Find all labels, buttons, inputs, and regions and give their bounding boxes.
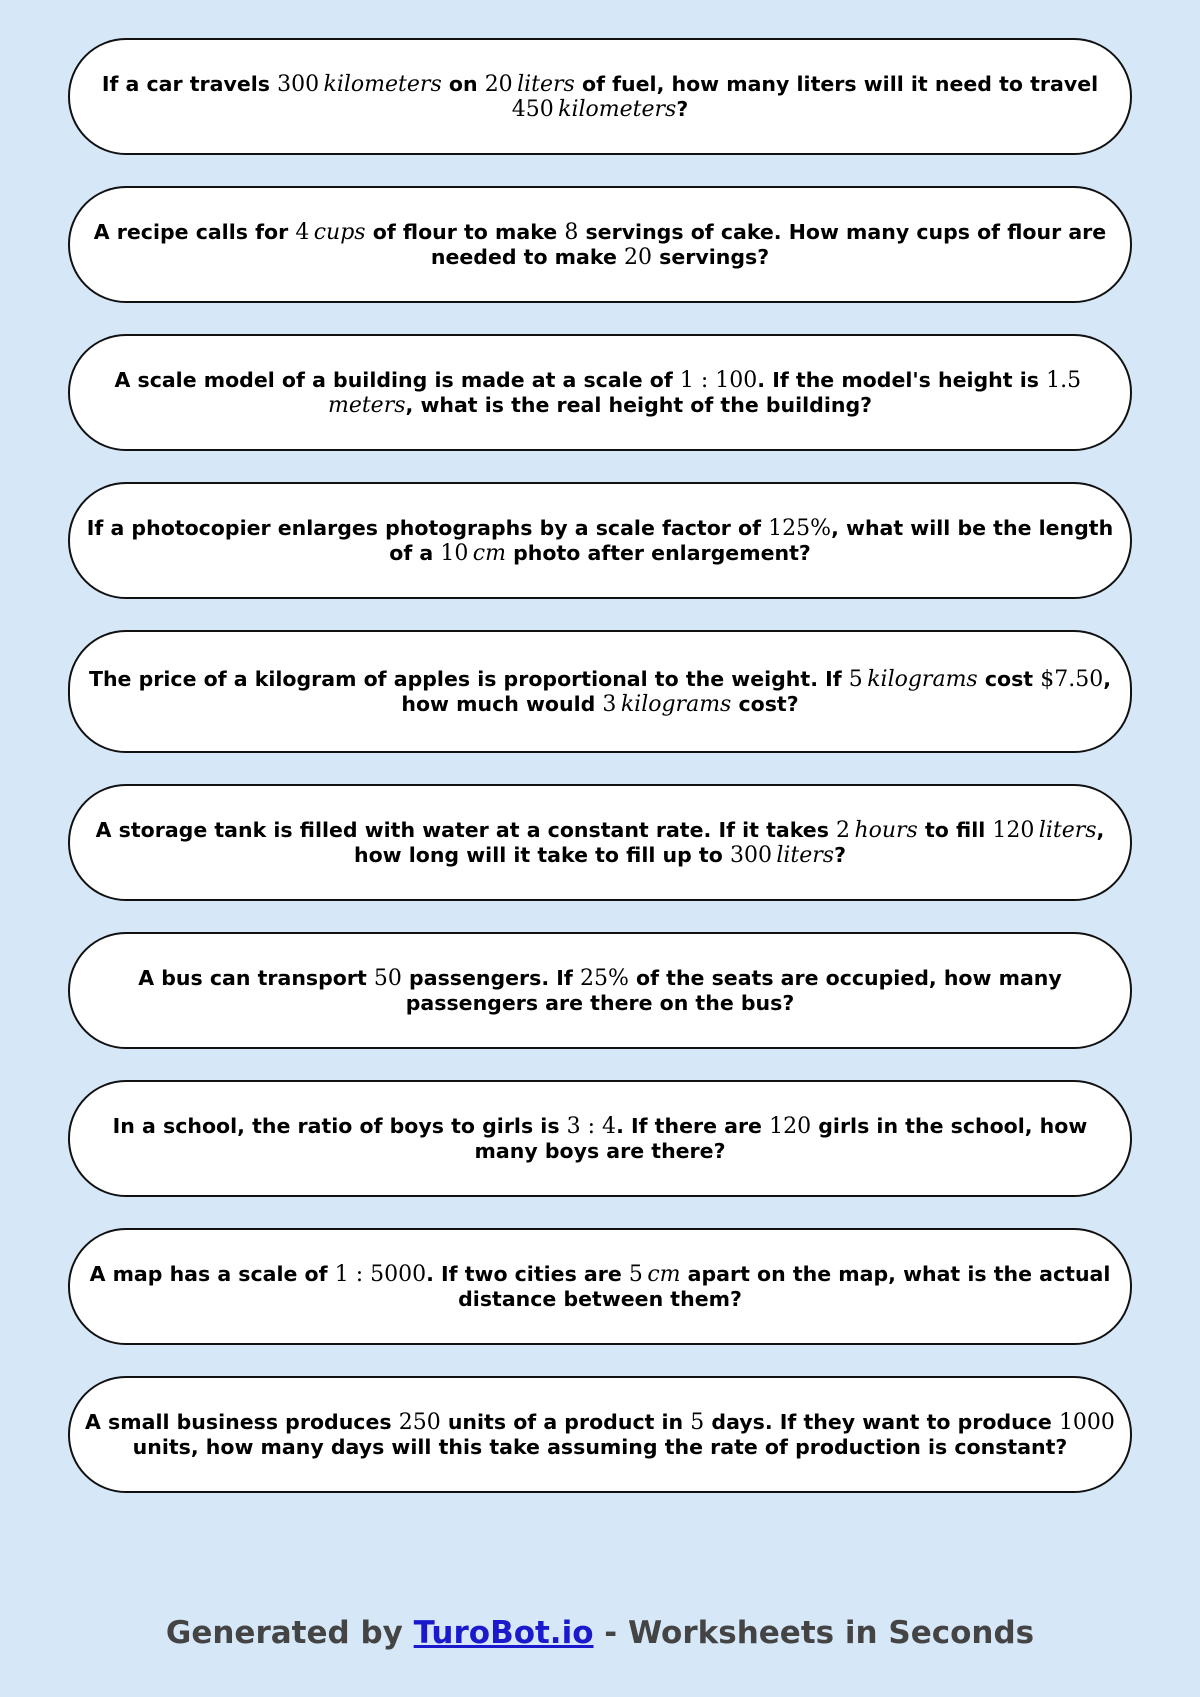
math-value: 120 bbox=[992, 817, 1035, 843]
question-text bbox=[84, 966, 1116, 1016]
footer-suffix: - Worksheets in Seconds bbox=[593, 1615, 1035, 1651]
math-expression bbox=[1040, 667, 1103, 692]
math-expression bbox=[690, 1410, 704, 1435]
math-value: 1 : 5000 bbox=[334, 1261, 427, 1287]
math-unit: cups bbox=[313, 219, 366, 245]
math-value: 25% bbox=[579, 965, 629, 991]
math-expression bbox=[629, 1262, 681, 1287]
question-text-segment: . If the model's height is bbox=[757, 367, 1047, 392]
math-value: 2 bbox=[836, 817, 851, 843]
question-text bbox=[84, 72, 1116, 122]
math-value: 300 bbox=[729, 842, 772, 868]
math-unit: liters bbox=[1038, 817, 1097, 843]
question-card bbox=[68, 1080, 1132, 1197]
question-text-segment: A map has a scale of bbox=[89, 1261, 335, 1286]
math-value: 450 bbox=[511, 96, 554, 122]
question-text-segment: , what will be the length of a bbox=[389, 515, 1114, 565]
question-text-segment: , how long will it take to fill up to bbox=[353, 817, 1105, 867]
math-unit: meters bbox=[327, 392, 406, 418]
question-text-segment: The price of a kilogram of apples is proportional to the weight. If bbox=[88, 666, 849, 691]
question-text bbox=[84, 516, 1116, 566]
math-unit: kilometers bbox=[558, 96, 677, 122]
question-text-segment: passengers. If bbox=[401, 965, 580, 990]
math-expression bbox=[485, 72, 575, 97]
math-value: 1.5 bbox=[1046, 367, 1082, 393]
question-text-segment: A scale model of a building is made at a scale of bbox=[114, 367, 680, 392]
question-text-segment: In a school, the ratio of boys to girls is bbox=[112, 1113, 567, 1138]
question-card bbox=[68, 334, 1132, 451]
math-value: 3 bbox=[602, 691, 617, 717]
math-value: 4 bbox=[295, 219, 310, 245]
question-text bbox=[84, 1262, 1116, 1312]
math-value: 50 bbox=[373, 965, 402, 991]
math-value: 300 bbox=[277, 71, 320, 97]
question-text-segment: A bus can transport bbox=[138, 965, 374, 990]
math-expression bbox=[1059, 1410, 1115, 1435]
math-expression bbox=[512, 97, 677, 122]
footer-prefix: Generated by bbox=[165, 1615, 414, 1651]
question-text-segment: to fill bbox=[917, 817, 993, 842]
question-text-segment: photo after enlargement? bbox=[505, 540, 811, 565]
math-value: 1000 bbox=[1058, 1409, 1115, 1435]
math-value: 125% bbox=[768, 515, 832, 541]
math-expression bbox=[602, 692, 731, 717]
question-card bbox=[68, 1376, 1132, 1493]
math-expression bbox=[440, 541, 506, 566]
question-text-segment: of flour to make bbox=[365, 219, 565, 244]
question-text bbox=[84, 1114, 1116, 1164]
question-card bbox=[68, 932, 1132, 1049]
question-card bbox=[68, 482, 1132, 599]
math-value: 5 bbox=[690, 1409, 705, 1435]
question-text-segment: on bbox=[441, 71, 485, 96]
question-card bbox=[68, 1228, 1132, 1345]
math-value: 3 : 4 bbox=[566, 1113, 617, 1139]
question-text-segment: , what is the real height of the building? bbox=[405, 392, 873, 417]
question-text-segment: . If there are bbox=[616, 1113, 770, 1138]
question-text-segment: cost? bbox=[731, 691, 799, 716]
turobot-link[interactable]: TuroBot.io bbox=[413, 1615, 594, 1651]
math-expression bbox=[567, 1114, 616, 1139]
question-card bbox=[68, 38, 1132, 155]
question-text-segment: servings of cake. How many cups of flour are needed to make bbox=[430, 219, 1107, 269]
math-expression bbox=[769, 1114, 811, 1139]
question-text bbox=[84, 667, 1116, 717]
math-expression bbox=[399, 1410, 441, 1435]
math-unit: liters bbox=[776, 842, 835, 868]
math-value: 120 bbox=[769, 1113, 812, 1139]
question-card bbox=[68, 186, 1132, 303]
question-text bbox=[84, 818, 1116, 868]
math-expression bbox=[836, 818, 918, 843]
math-unit: liters bbox=[517, 71, 575, 97]
question-card bbox=[68, 784, 1132, 901]
math-expression bbox=[374, 966, 402, 991]
math-unit: hours bbox=[854, 817, 918, 843]
math-unit: cm bbox=[472, 540, 506, 566]
question-text-segment: . If two cities are bbox=[426, 1261, 629, 1286]
math-expression bbox=[295, 220, 365, 245]
question-text-segment: of the seats are occupied, how many passengers are there on the bus? bbox=[405, 965, 1062, 1015]
question-text-segment: ? bbox=[676, 96, 689, 121]
question-text bbox=[84, 368, 1116, 418]
math-unit: kilometers bbox=[323, 71, 442, 97]
math-expression bbox=[624, 245, 652, 270]
question-text bbox=[84, 1410, 1116, 1460]
question-text-segment: servings? bbox=[652, 244, 770, 269]
question-text-segment: ? bbox=[834, 842, 847, 867]
math-value: 20 bbox=[624, 244, 653, 270]
math-unit: cm bbox=[647, 1261, 681, 1287]
math-unit: kilograms bbox=[867, 666, 978, 692]
math-expression bbox=[277, 72, 442, 97]
math-expression bbox=[564, 220, 578, 245]
question-list bbox=[68, 38, 1132, 1524]
question-text-segment: A small business produces bbox=[85, 1409, 399, 1434]
question-text-segment: units, how many days will this take assuming the rate of production is constant? bbox=[132, 1434, 1068, 1459]
math-value: 10 bbox=[440, 540, 469, 566]
math-expression bbox=[992, 818, 1096, 843]
math-value: 8 bbox=[564, 219, 579, 245]
math-value: 20 bbox=[484, 71, 513, 97]
math-expression bbox=[849, 667, 978, 692]
question-text-segment: If a photocopier enlarges photographs by a scale factor of bbox=[86, 515, 769, 540]
math-expression bbox=[730, 843, 834, 868]
question-text-segment: If a car travels bbox=[101, 71, 278, 96]
question-text-segment: girls in the school, how many boys are there? bbox=[474, 1113, 1088, 1163]
question-text-segment: A storage tank is filled with water at a constant rate. If it takes bbox=[95, 817, 837, 842]
math-value: 250 bbox=[398, 1409, 441, 1435]
question-text-segment: , how much would bbox=[401, 666, 1112, 716]
math-value: 1 : 100 bbox=[679, 367, 758, 393]
question-text-segment: cost bbox=[977, 666, 1041, 691]
math-value: 5 bbox=[848, 666, 863, 692]
question-text-segment: units of a product in bbox=[440, 1409, 691, 1434]
math-value: 5 bbox=[628, 1261, 643, 1287]
math-unit: kilograms bbox=[620, 691, 732, 717]
math-expression bbox=[580, 966, 629, 991]
footer bbox=[0, 1615, 1200, 1651]
math-expression bbox=[768, 516, 831, 541]
math-value: $7.50 bbox=[1040, 666, 1104, 692]
question-text-segment: of fuel, how many liters will it need to travel bbox=[574, 71, 1099, 96]
question-text-segment: A recipe calls for bbox=[93, 219, 296, 244]
math-expression bbox=[680, 368, 757, 393]
question-text bbox=[84, 220, 1116, 270]
math-expression bbox=[335, 1262, 426, 1287]
question-card bbox=[68, 630, 1132, 753]
question-text-segment: apart on the map, what is the actual distance between them? bbox=[458, 1261, 1111, 1311]
question-text-segment: days. If they want to produce bbox=[704, 1409, 1059, 1434]
